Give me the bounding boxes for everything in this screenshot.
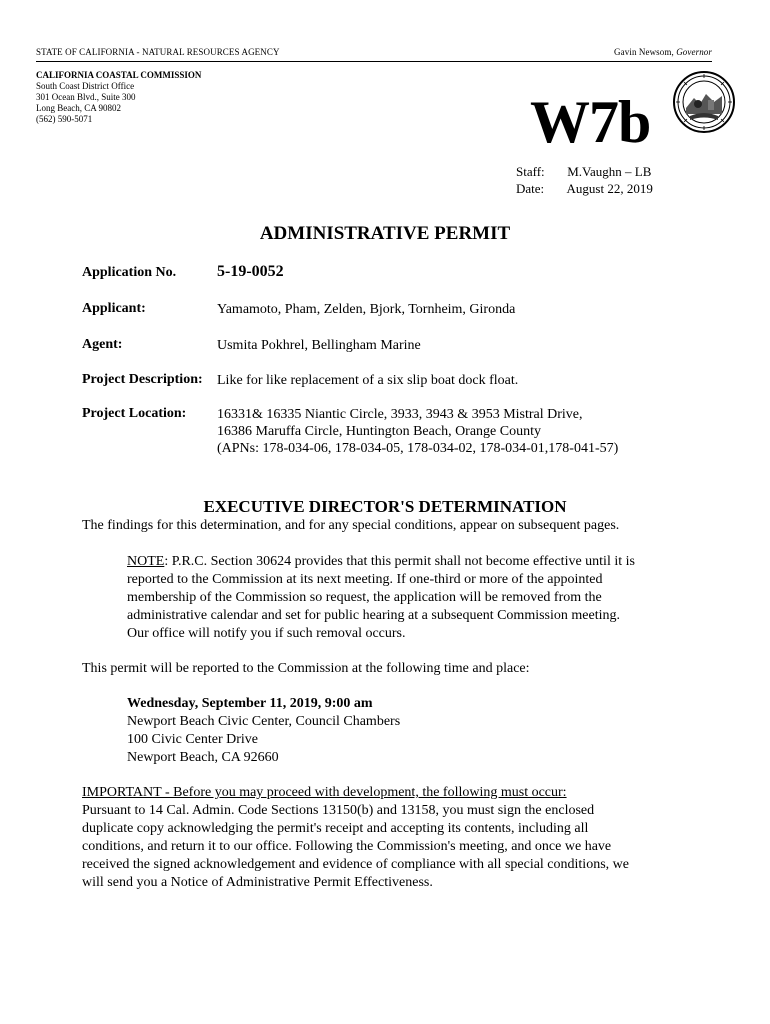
- agency-header: [36, 47, 712, 62]
- location-line: 16386 Maruffa Circle, Huntington Beach, Orange County: [217, 424, 542, 439]
- document-title: ADMINISTRATIVE PERMIT: [259, 223, 511, 244]
- important-line: Pursuant to 14 Cal. Admin. Code Sections 13150(b) and 13158, you must sign the enclosed: [82, 803, 595, 818]
- location-line: (APNs: 178-034-06, 178-034-05, 178-034-02, 178-034-01,178-041-57): [217, 441, 619, 456]
- governor-credit: [614, 47, 712, 57]
- meeting-place: Newport Beach Civic Center, Council Chambers: [127, 714, 401, 729]
- note-line: membership of the Commission so request, the application will be removed from the: [127, 590, 602, 605]
- note-label: NOTE: [127, 554, 165, 569]
- location-line: 16331& 16335 Niantic Circle, 3933, 3943 & 3953 Mistral Drive,: [217, 407, 583, 422]
- california-seal-icon: [672, 70, 736, 134]
- office-address-line-1: 301 Ocean Blvd., Suite 300: [36, 92, 136, 102]
- governor-title: Governor: [676, 47, 712, 57]
- date-value: August 22, 2019: [566, 181, 653, 196]
- note-line-1: [127, 553, 635, 571]
- agency-name: STATE OF CALIFORNIA - NATURAL RESOURCES AGENCY: [36, 47, 280, 57]
- application-label: Application No.: [82, 265, 177, 280]
- important-line: duplicate copy acknowledging the permit's receipt and accepting its contents, including all: [82, 821, 589, 836]
- staff-value: M.Vaughn – LB: [567, 164, 652, 179]
- office-district: South Coast District Office: [36, 81, 135, 91]
- description-label: Project Description:: [82, 372, 203, 387]
- location-label: Project Location:: [82, 406, 187, 421]
- office-address-line-2: Long Beach, CA 90802: [36, 103, 121, 113]
- application-number: 5-19-0052: [217, 263, 284, 280]
- staff-label: Staff:: [516, 164, 545, 179]
- note-line: reported to the Commission at its next meeting. If one-third or more of the appointed: [127, 572, 603, 587]
- note-line: administrative calendar and set for public hearing at a subsequent Commission meeting.: [127, 608, 620, 623]
- meeting-city: Newport Beach, CA 92660: [127, 750, 279, 765]
- important-line: will send you a Notice of Administrative Permit Effectiveness.: [82, 875, 433, 890]
- agent-value: Usmita Pokhrel, Bellingham Marine: [217, 338, 421, 353]
- important-paragraph: [82, 784, 629, 892]
- agenda-item-code: W7b: [530, 89, 651, 155]
- applicant-value: Yamamoto, Pham, Zelden, Bjork, Tornheim, Gironda: [217, 302, 516, 317]
- important-line: received the signed acknowledgement and evidence of compliance with all special conditions, we: [82, 857, 629, 872]
- agent-label: Agent:: [82, 337, 123, 352]
- governor-name: Gavin Newsom,: [614, 47, 674, 57]
- location-value: [217, 406, 618, 457]
- applicant-label: Applicant:: [82, 301, 146, 316]
- determination-intro: The findings for this determination, and for any special conditions, appear on subsequent pages.: [82, 518, 620, 533]
- description-value: Like for like replacement of a six slip boat dock float.: [217, 373, 519, 388]
- determination-heading: EXECUTIVE DIRECTOR'S DETERMINATION: [203, 497, 567, 516]
- note-text: : P.R.C. Section 30624 provides that this permit shall not become effective until it is: [164, 554, 635, 569]
- meeting-address: 100 Civic Center Drive: [127, 732, 259, 747]
- important-line: conditions, and return it to our office. Following the Commission's meeting, and once we have: [82, 839, 612, 854]
- meeting-block: [127, 695, 400, 767]
- date-label: Date:: [516, 181, 545, 196]
- date-row: [516, 180, 653, 197]
- staff-row: [516, 163, 653, 180]
- important-heading: IMPORTANT - Before you may proceed with development, the following must occur:: [82, 785, 567, 800]
- note-paragraph: [127, 553, 635, 643]
- note-line: Our office will notify you if such removal occurs.: [127, 626, 406, 641]
- office-phone: (562) 590-5071: [36, 114, 93, 124]
- report-intro: This permit will be reported to the Commission at the following time and place:: [82, 661, 530, 676]
- staff-block: [516, 163, 653, 197]
- meeting-date: Wednesday, September 11, 2019, 9:00 am: [127, 696, 373, 711]
- office-org: CALIFORNIA COASTAL COMMISSION: [36, 70, 202, 80]
- office-address-block: [36, 70, 201, 125]
